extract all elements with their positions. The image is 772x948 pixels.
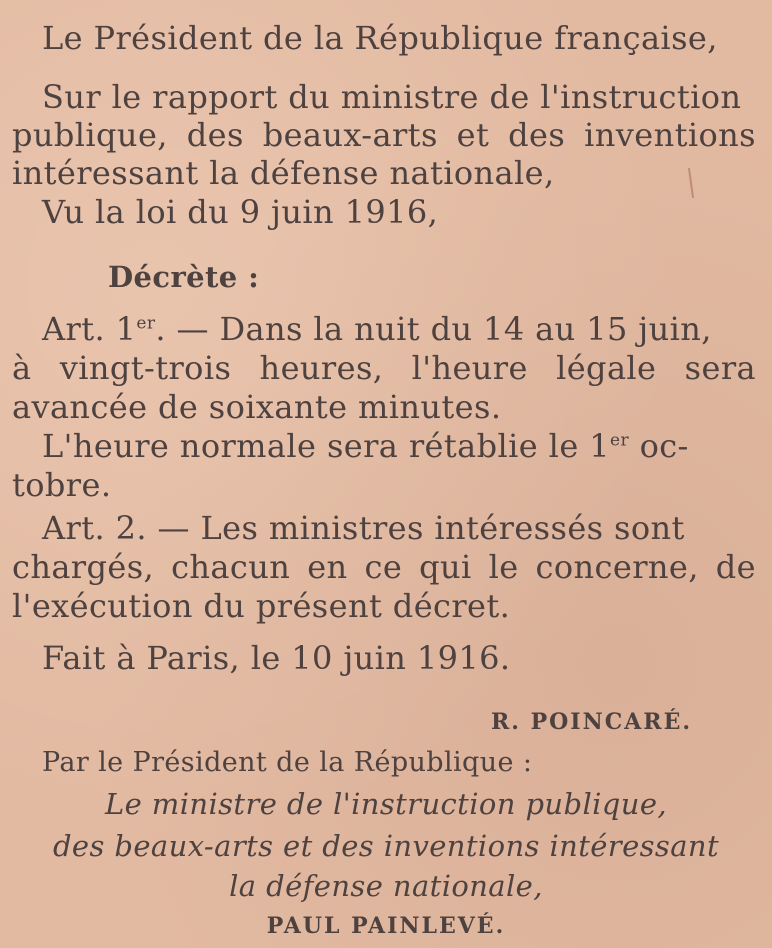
art1-label: Art. 1 <box>42 310 137 348</box>
preamble: Le Président de la République française, <box>42 19 718 57</box>
art1-line-3: avancée de soixante minutes. <box>12 388 502 426</box>
report-line-3: intéressant la défense nationale, <box>12 154 555 192</box>
art1-line-1-text: . — Dans la nuit du 14 au 15 juin, <box>155 310 712 348</box>
report-line-1: Sur le rapport du ministre de l'instruction <box>42 78 742 116</box>
done-at: Fait à Paris, le 10 juin 1916. <box>42 639 511 677</box>
report-line-2: publique, des beaux-arts et des inventions <box>12 116 756 154</box>
margin-mark <box>688 168 694 198</box>
minister-title-2: des beaux-arts et des inventions intéressant <box>52 829 720 863</box>
art1-line-1 <box>42 309 712 349</box>
art1-line-4-sup: er <box>610 430 629 451</box>
by-president: Par le Président de la République : <box>42 747 533 778</box>
art2-line-2: chargés, chacun en ce qui le concerne, de <box>12 548 756 586</box>
art1-line-5: tobre. <box>12 466 112 504</box>
art1-line-4-a: L'heure normale sera rétablie le 1 <box>42 427 610 465</box>
art2-line-1: Art. 2. — Les ministres intéressés sont <box>42 509 685 547</box>
president-signature: R. POINCARÉ. <box>491 709 692 735</box>
minister-title-1: Le ministre de l'instruction publique, <box>104 787 668 821</box>
art1-label-sup: er <box>136 313 156 334</box>
art1-line-4 <box>42 426 689 466</box>
art2-line-3: l'exécution du présent décret. <box>12 587 511 625</box>
decrees-heading: Décrète : <box>108 260 260 294</box>
minister-title-3: la défense nationale, <box>229 869 543 903</box>
art1-line-2: à vingt-trois heures, l'heure légale sera <box>12 349 756 387</box>
minister-signature: PAUL PAINLEVÉ. <box>266 913 506 939</box>
law-reference: Vu la loi du 9 juin 1916, <box>42 193 439 231</box>
art1-line-4-b: oc- <box>629 427 689 465</box>
